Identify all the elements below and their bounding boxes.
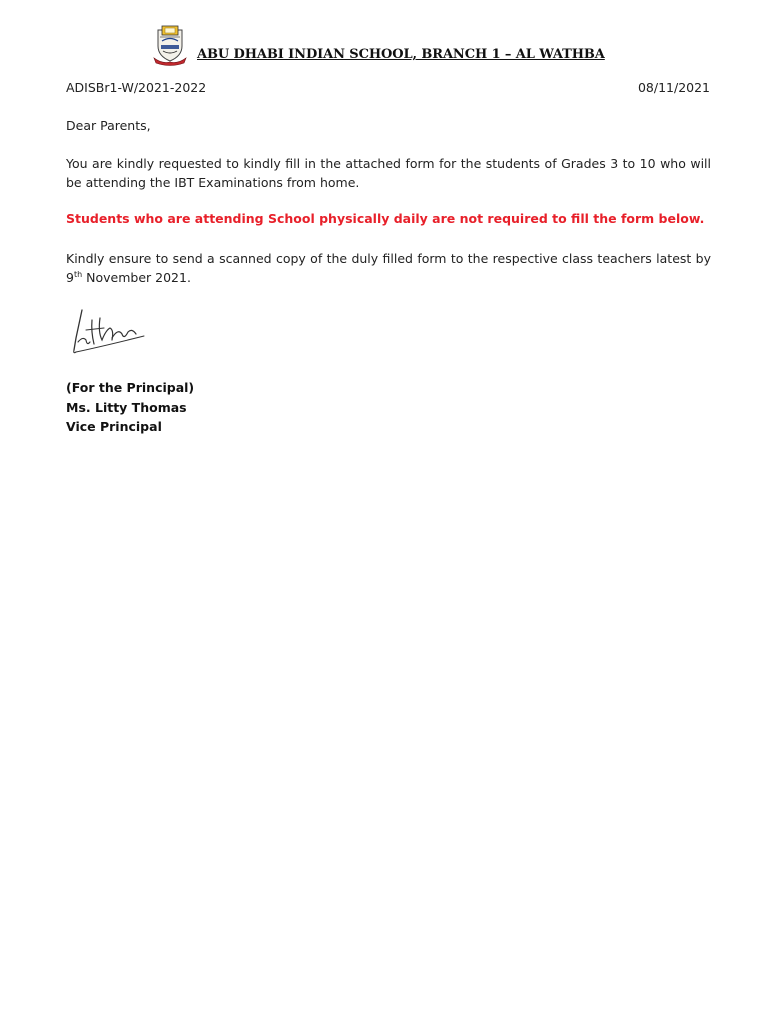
request-paragraph: You are kindly requested to kindly fill in the attached form for the students of Grades 3 to 10 who will be attending the IBT Examinations from home. [66, 156, 711, 190]
handwritten-signature-icon [70, 306, 148, 360]
school-name: ABU DHABI INDIAN SCHOOL, BRANCH 1 – AL WATHBA [197, 47, 605, 62]
deadline-text-end: November 2021. [82, 270, 191, 285]
signature-block [66, 378, 194, 437]
signatory-title: Vice Principal [66, 419, 162, 434]
ordinal-suffix: th [73, 269, 83, 279]
reference-number: ADISBr1-W/2021-2022 [66, 80, 207, 95]
signatory-role: (For the Principal) [66, 380, 195, 395]
letter-date: 08/11/2021 [637, 80, 710, 95]
salutation: Dear Parents, [66, 118, 151, 133]
signatory-name: Ms. Litty Thomas [66, 399, 187, 415]
school-crest-icon [153, 24, 187, 66]
notice-text: Students who are attending School physically daily are not required to fill the form below. [66, 211, 705, 226]
deadline-text-start: Kindly ensure to send a scanned copy of the duly filled form to the respective class teachers latest by 9 [66, 251, 711, 285]
deadline-paragraph [66, 249, 711, 287]
